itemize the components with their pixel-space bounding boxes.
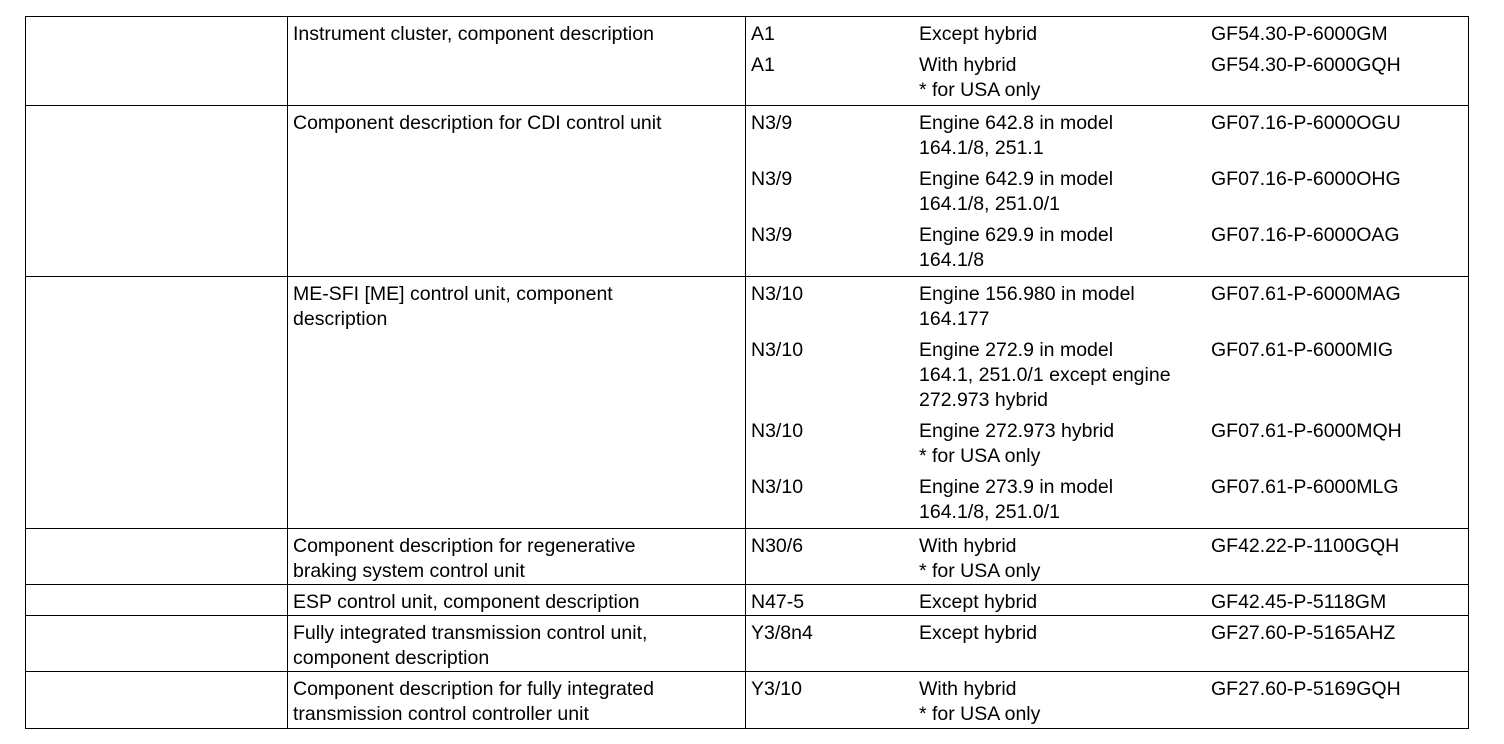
entry-row [751, 534, 1468, 584]
table-row [26, 585, 1469, 616]
condition-line: 164.1/8, 251.0/1 [919, 193, 1060, 215]
details-cell [746, 672, 1469, 729]
table-row [26, 17, 1469, 106]
condition-line: Engine 156.980 in model [919, 283, 1135, 305]
component-description-line: Instrument cluster, component description [293, 23, 654, 45]
condition-line: 164.1/8, 251.1 [919, 137, 1044, 159]
component-description-line: Fully integrated transmission control unit, [293, 622, 648, 644]
condition [919, 111, 1211, 161]
document-number: GF54.30-P-6000GQH [1211, 54, 1401, 76]
component-code: Y3/10 [751, 678, 802, 700]
blank-cell [26, 672, 288, 729]
entry-row [751, 677, 1468, 727]
table-row [26, 672, 1469, 729]
document-number: GF07.61-P-6000MQH [1211, 420, 1402, 442]
blank-cell [26, 277, 288, 529]
condition-line: * for USA only [919, 560, 1041, 582]
entry-row [751, 338, 1468, 413]
condition-line: 164.1, 251.0/1 except engine [919, 364, 1171, 386]
condition-line: Except hybrid [919, 591, 1038, 613]
component-description-cell [288, 106, 746, 277]
component-code: N3/9 [751, 112, 793, 134]
blank-cell [26, 106, 288, 277]
component-code: N47-5 [751, 591, 805, 613]
component-code: N3/10 [751, 283, 804, 305]
component-code: N3/9 [751, 224, 793, 246]
table-row [26, 106, 1469, 277]
blank-cell [26, 616, 288, 672]
condition-line: With hybrid [919, 535, 1017, 557]
condition-line: Engine 272.9 in model [919, 339, 1114, 361]
condition [919, 621, 1211, 646]
component-description-line: braking system control unit [293, 560, 525, 582]
component-description-line: Component description for regenerative [293, 535, 636, 557]
condition [919, 282, 1211, 332]
condition-line: Except hybrid [919, 622, 1038, 644]
condition [919, 677, 1211, 727]
component-code: N3/10 [751, 339, 804, 361]
entry-row [751, 53, 1468, 103]
document-number: GF54.30-P-6000GM [1211, 23, 1388, 45]
document-number: GF07.61-P-6000MAG [1211, 283, 1401, 305]
details-cell [746, 616, 1469, 672]
component-code: A1 [751, 23, 775, 45]
component-code: Y3/8n4 [751, 622, 813, 644]
component-description-line: ESP control unit, component description [293, 591, 640, 613]
blank-cell [26, 17, 288, 106]
entry-row [751, 590, 1468, 615]
condition [919, 167, 1211, 217]
condition [919, 534, 1211, 584]
component-code: N30/6 [751, 535, 804, 557]
condition [919, 419, 1211, 469]
document-number: GF07.61-P-6000MIG [1211, 339, 1394, 361]
condition-line: Engine 642.8 in model [919, 112, 1114, 134]
condition [919, 223, 1211, 273]
condition-line: 164.1/8 [919, 249, 985, 271]
details-cell [746, 277, 1469, 529]
condition-line: Engine 629.9 in model [919, 224, 1114, 246]
component-code: A1 [751, 54, 775, 76]
condition [919, 53, 1211, 103]
component-description-table [25, 16, 1469, 729]
table-row [26, 616, 1469, 672]
component-code: N3/10 [751, 476, 804, 498]
blank-cell [26, 585, 288, 616]
component-description-line: transmission control controller unit [293, 703, 589, 725]
table-row [26, 529, 1469, 585]
details-cell [746, 17, 1469, 106]
component-description-cell [288, 672, 746, 729]
condition-line: With hybrid [919, 54, 1017, 76]
component-description-cell [288, 616, 746, 672]
component-description-line: Component description for fully integrated [293, 678, 654, 700]
entry-row [751, 621, 1468, 646]
document-number: GF07.61-P-6000MLG [1211, 476, 1399, 498]
condition-line: 164.1/8, 251.0/1 [919, 501, 1060, 523]
entry-row [751, 475, 1468, 525]
details-cell [746, 106, 1469, 277]
table-row [26, 277, 1469, 529]
component-code: N3/9 [751, 168, 793, 190]
condition-line: Engine 272.973 hybrid [919, 420, 1115, 442]
entry-row [751, 111, 1468, 161]
document-number: GF07.16-P-6000OAG [1211, 224, 1400, 246]
entry-row [751, 22, 1468, 47]
document-number: GF07.16-P-6000OHG [1211, 168, 1401, 190]
document-number: GF42.45-P-5118GM [1211, 591, 1387, 613]
component-description-cell [288, 277, 746, 529]
component-description-line: Component description for CDI control unit [293, 112, 662, 134]
component-description-line: ME-SFI [ME] control unit, component [293, 283, 613, 305]
entry-row [751, 419, 1468, 469]
entry-row [751, 282, 1468, 332]
document-number: GF42.22-P-1100GQH [1211, 535, 1400, 557]
condition [919, 22, 1211, 47]
details-cell [746, 585, 1469, 616]
condition-line: * for USA only [919, 703, 1041, 725]
component-description-line: component description [293, 647, 490, 669]
condition-line: Except hybrid [919, 23, 1038, 45]
condition-line: * for USA only [919, 79, 1041, 101]
condition-line: 164.177 [919, 308, 990, 330]
document-number: GF27.60-P-5169GQH [1211, 678, 1401, 700]
condition [919, 475, 1211, 525]
condition-line: With hybrid [919, 678, 1017, 700]
details-cell [746, 529, 1469, 585]
condition-line: Engine 273.9 in model [919, 476, 1114, 498]
entry-row [751, 223, 1468, 273]
condition-line: Engine 642.9 in model [919, 168, 1114, 190]
component-code: N3/10 [751, 420, 804, 442]
condition-line: 272.973 hybrid [919, 389, 1049, 411]
component-description-cell [288, 529, 746, 585]
condition-line: * for USA only [919, 445, 1041, 467]
table-body [26, 17, 1469, 729]
component-description-line: description [293, 308, 388, 330]
blank-cell [26, 529, 288, 585]
condition [919, 590, 1211, 615]
condition [919, 338, 1211, 413]
entry-row [751, 167, 1468, 217]
document-number: GF07.16-P-6000OGU [1211, 112, 1401, 134]
document-number: GF27.60-P-5165AHZ [1211, 622, 1396, 644]
component-description-cell [288, 585, 746, 616]
component-description-cell [288, 17, 746, 106]
